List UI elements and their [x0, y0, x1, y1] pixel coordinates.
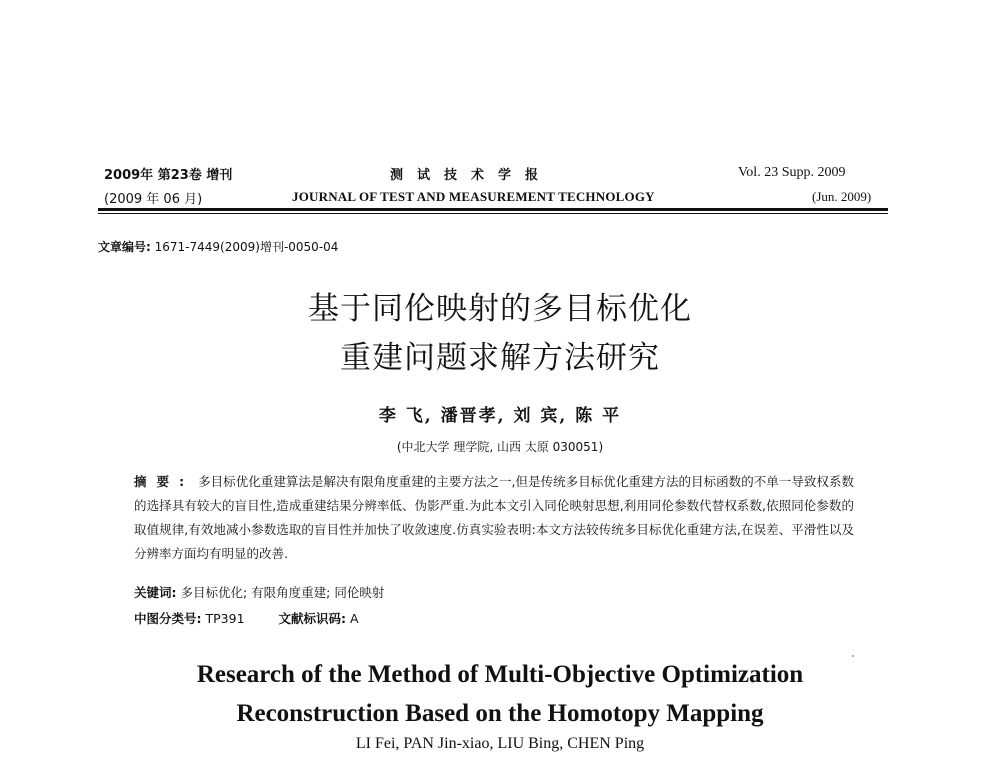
abstract-text: 多目标优化重建算法是解决有限角度重建的主要方法之一,但是传统多目标优化重建方法的目标函数的不单一导致权系数的选择具有较大的盲目性,造成重建结果分辨率低、伪影严重.为此本文引入同伦映射思想,利用同伦参数代替权系数,依照同伦参数的取值规律,有效地减小参数选取的盲目性并加快了收敛速度.仿真实验表明:本文方法较传统多目标优化重建方法,在误差、平滑性以及分辨率方面均有明显的改善.	[134, 474, 854, 561]
journal-name-cn: 测试技术学报	[390, 168, 553, 183]
classification-line	[134, 609, 359, 627]
abstract-label: 摘要:	[134, 474, 195, 489]
keywords-label: 关键词:	[134, 585, 177, 600]
header-date-en: (Jun. 2009)	[812, 189, 872, 204]
title-cn-line2: 重建问题求解方法研究	[340, 340, 660, 376]
document-code-value: A	[349, 611, 359, 626]
keywords-cn	[134, 583, 384, 601]
title-en-line2: Reconstruction Based on the Homotopy Mapping	[236, 700, 764, 727]
abstract-cn	[134, 470, 854, 566]
classification-value: TP391	[205, 611, 245, 626]
scan-speck	[852, 655, 854, 657]
document-code-label: 文献标识码:	[278, 611, 346, 626]
affiliation-cn: (中北大学 理学院, 山西 太原 030051)	[396, 440, 604, 454]
article-number	[98, 238, 338, 255]
journal-name-en: JOURNAL OF TEST AND MEASUREMENT TECHNOLOGY	[292, 189, 655, 204]
classification-label: 中图分类号:	[134, 611, 202, 626]
authors-cn: 李 飞, 潘晋孝, 刘 宾, 陈 平	[378, 406, 622, 426]
authors-en: LI Fei, PAN Jin-xiao, LIU Bing, CHEN Ping	[355, 735, 645, 752]
header-volume-en: Vol. 23 Supp. 2009	[738, 165, 846, 180]
header-rule-thick	[98, 208, 888, 211]
title-cn-line1: 基于同伦映射的多目标优化	[308, 291, 692, 327]
keywords-text: 多目标优化; 有限角度重建; 同伦映射	[180, 585, 385, 600]
article-number-value: 1671-7449(2009)增刊-0050-04	[154, 240, 339, 254]
header-date-cn: (2009 年 06 月)	[104, 192, 203, 207]
header-volume-cn: 2009年 第23卷 增刊	[104, 168, 233, 183]
article-number-label: 文章编号:	[98, 240, 151, 254]
header-rule-thin	[98, 213, 888, 214]
title-en-line1: Research of the Method of Multi-Objective Optimization	[196, 661, 804, 688]
